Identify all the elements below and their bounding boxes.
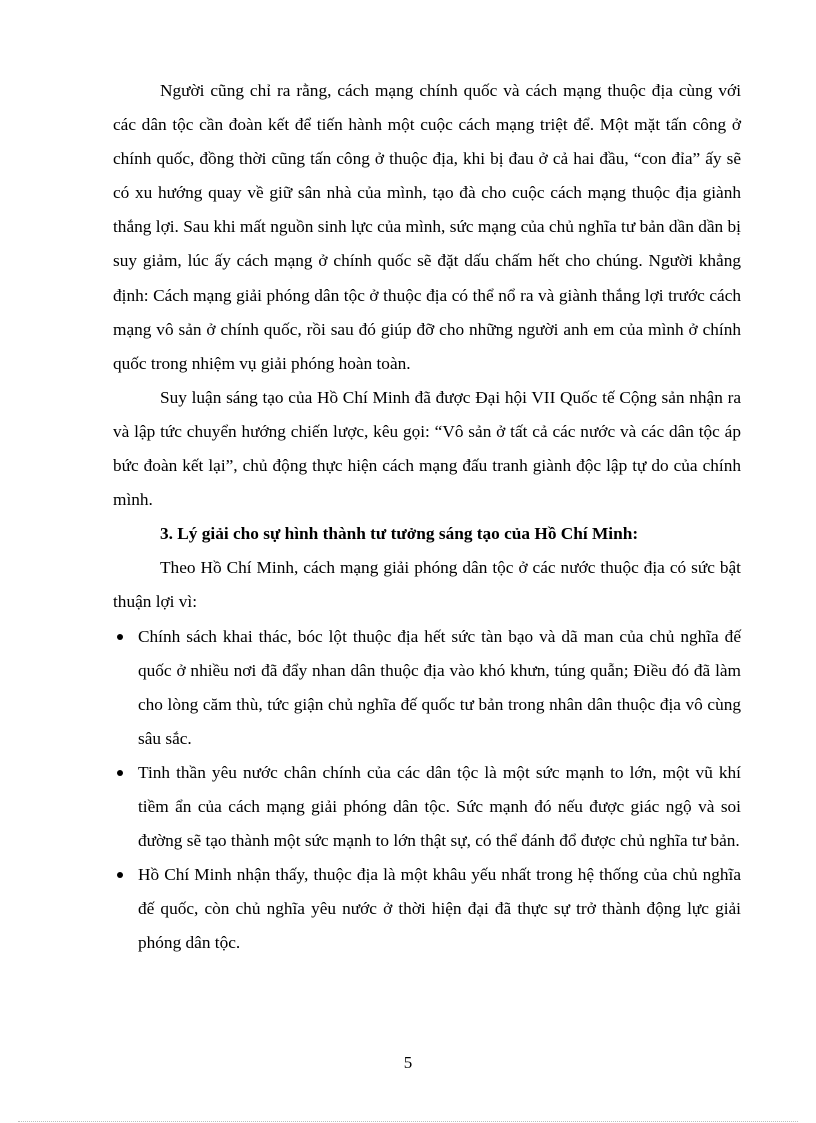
bullet-text-3: Hồ Chí Minh nhận thấy, thuộc địa là một khâu yếu nhất trong hệ thống của chủ nghĩa đế quốc, còn chủ nghĩa yêu nước ở thời hiện đại đã thực sự trở thành động lực giải phóng dân tộc. — [138, 865, 741, 953]
bullet-dot-icon — [117, 634, 123, 640]
paragraph-3: Theo Hồ Chí Minh, cách mạng giải phóng dân tộc ở các nước thuộc địa có sức bật thuận lợi vì: — [113, 558, 741, 612]
bullet-text-2: Tinh thần yêu nước chân chính của các dân tộc là một sức mạnh to lớn, một vũ khí tiềm ẩn của cách mạng giải phóng dân tộc. Sức mạnh đó nếu được giác ngộ và soi đường sẽ tạo thành một sức mạnh to lớn thật sự, có thể đánh đổ được chủ nghĩa tư bản. — [138, 762, 741, 851]
bullet-dot-icon — [117, 872, 123, 878]
page-body — [113, 74, 741, 960]
section-heading: 3. Lý giải cho sự hình thành tư tưởng sáng tạo của Hồ Chí Minh: — [160, 524, 639, 544]
bullet-dot-icon — [117, 770, 123, 776]
page-bottom-divider — [18, 1121, 798, 1122]
bullet-item-1 — [113, 620, 741, 756]
bullet-list — [113, 620, 741, 961]
paragraph-2: Suy luận sáng tạo của Hồ Chí Minh đã được Đại hội VII Quốc tế Cộng sản nhận ra và lập tức chuyển hướng chiến lược, kêu gọi: “Vô sản ở tất cả các nước và các dân tộc áp bức đoàn kết lại”, chủ động thực hiện cách mạng đấu tranh giành độc lập tự do của chính mình. — [113, 387, 741, 510]
bullet-text-1: Chính sách khai thác, bóc lột thuộc địa hết sức tàn bạo và dã man của chủ nghĩa đế quốc ở nhiều nơi đã đẩy nhan dân thuộc địa vào khó khưn, túng quẫn; Điều đó đã làm cho lòng căm thù, tức giận chủ nghĩa đế quốc tư bản trong nhân dân thuộc địa vô cùng sâu sắc. — [138, 626, 741, 748]
page-number: 5 — [403, 1053, 413, 1072]
paragraph-1: Người cũng chỉ ra rằng, cách mạng chính quốc và cách mạng thuộc địa cùng với các dân tộc cần đoàn kết để tiến hành một cuộc cách mạng triệt để. Một mặt tấn công ở chính quốc, đồng thời cũng tấn công ở thuộc địa, khi bị đau ở cả hai đầu, “con đỉa” ấy sẽ có xu hướng quay về giữ sân nhà của mình, tạo đà cho cuộc cách mạng thuộc địa giành thắng lợi. Sau khi mất nguồn sinh lực của mình, sức mạng của chủ nghĩa tư bản dần dần bị suy giảm, lúc ấy cách mạng ở chính quốc sẽ đặt dấu chấm hết cho chúng. Người khẳng định: Cách mạng giải phóng dân tộc ở thuộc địa có thể nổ ra và giành thắng lợi trước cách mạng vô sản ở chính quốc, rồi sau đó giúp đỡ cho những người anh em của mình ở chính quốc trong nhiệm vụ giải phóng hoàn toàn. — [113, 81, 741, 373]
bullet-item-3 — [113, 858, 741, 960]
bullet-item-2 — [113, 756, 741, 858]
